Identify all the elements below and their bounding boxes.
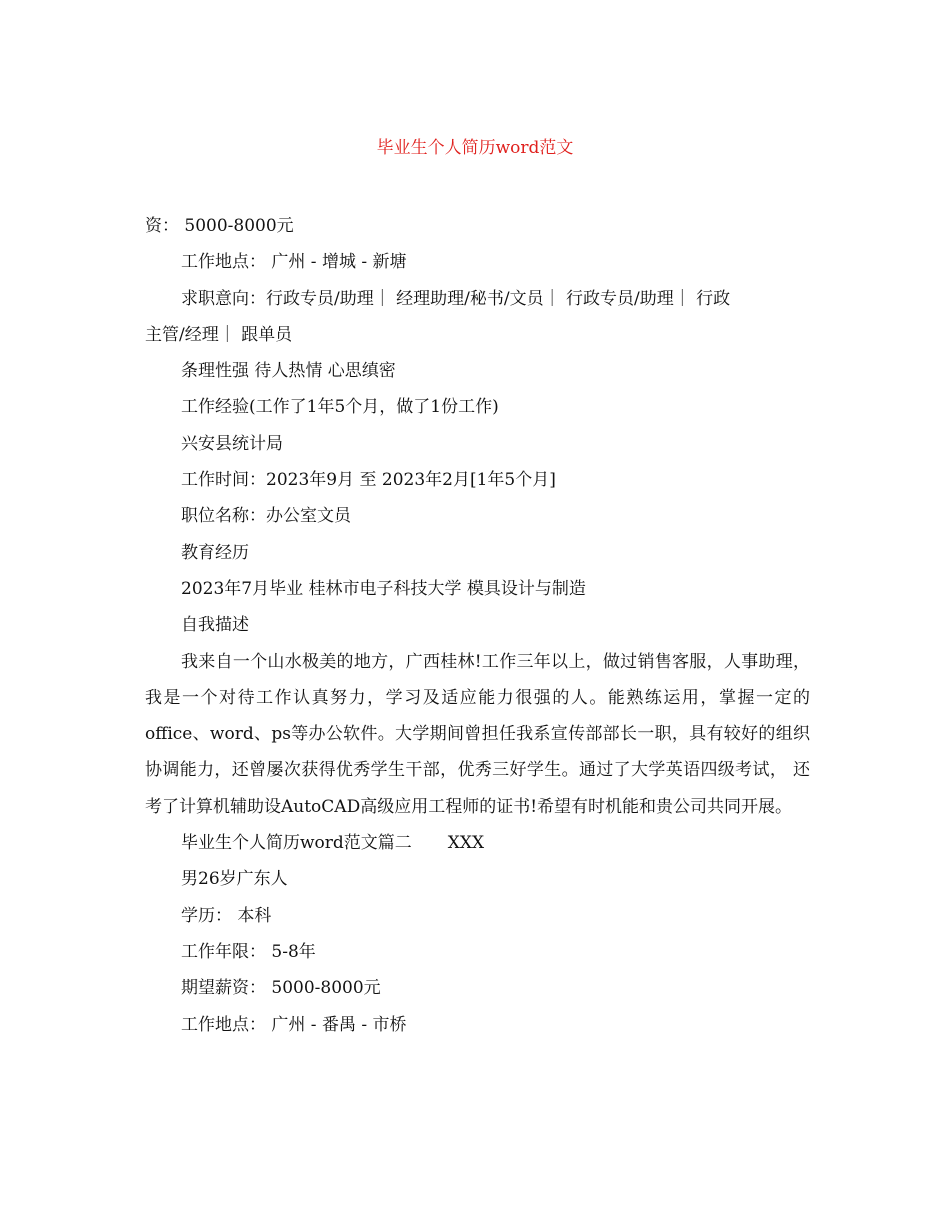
experience-header: 工作经验(工作了1年5个月，做了1份工作) <box>181 397 499 418</box>
expected-salary-line: 期望薪资： 5000-8000元 <box>181 978 381 999</box>
job-intention-continuation: 主管/经理｜ 跟单员 <box>145 324 293 345</box>
position-line: 职位名称：办公室文员 <box>181 506 351 527</box>
document-title: 毕业生个人简历word范文 <box>376 138 574 158</box>
education-header: 教育经历 <box>181 542 249 563</box>
work-period-line: 工作时间：2023年9月 至 2023年2月[1年5个月] <box>181 470 556 491</box>
gender-age-origin-line: 男26岁广东人 <box>181 869 288 890</box>
years-worked-line: 工作年限： 5-8年 <box>181 941 316 962</box>
salary-line: 资： 5000-8000元 <box>145 216 294 236</box>
degree-line: 学历： 本科 <box>181 905 272 926</box>
traits-line: 条理性强 待人热情 心思缜密 <box>181 361 396 382</box>
work-location-line-2: 工作地点： 广州 - 番禺 - 市桥 <box>181 1014 407 1035</box>
job-intention-line: 求职意向：行政专员/助理｜ 经理助理/秘书/文员｜ 行政专员/助理｜ 行政 <box>181 288 731 309</box>
section-two-title: 毕业生个人简历word范文篇二 <box>181 833 412 854</box>
work-location-line: 工作地点： 广州 - 增城 - 新塘 <box>181 252 407 273</box>
section-two-title-line <box>145 825 810 861</box>
candidate-name: XXX <box>447 833 485 854</box>
self-description-paragraph: 我来自一个山水极美的地方，广西桂林!工作三年以上，做过销售客服，人事助理，我是一个对待工作认真努力，学习及适应能力很强的人。能熟练运用，掌握一定的office、word、ps等办公软件。大学期间曾担任我系宣传部部长一职，具有较好的组织协调能力，还曾屡次获得优秀学生干部，优秀三好学生。通过了大学英语四级考试， 还考了计算机辅助设AutoCAD高级应用工程师的证书!希望有时机能和贵公司共同开展。 <box>145 651 810 817</box>
education-entry: 2023年7月毕业 桂林市电子科技大学 模具设计与制造 <box>181 578 586 599</box>
document-body <box>145 208 810 1043</box>
self-description-header: 自我描述 <box>181 615 249 636</box>
employer-line: 兴安县统计局 <box>181 433 283 454</box>
